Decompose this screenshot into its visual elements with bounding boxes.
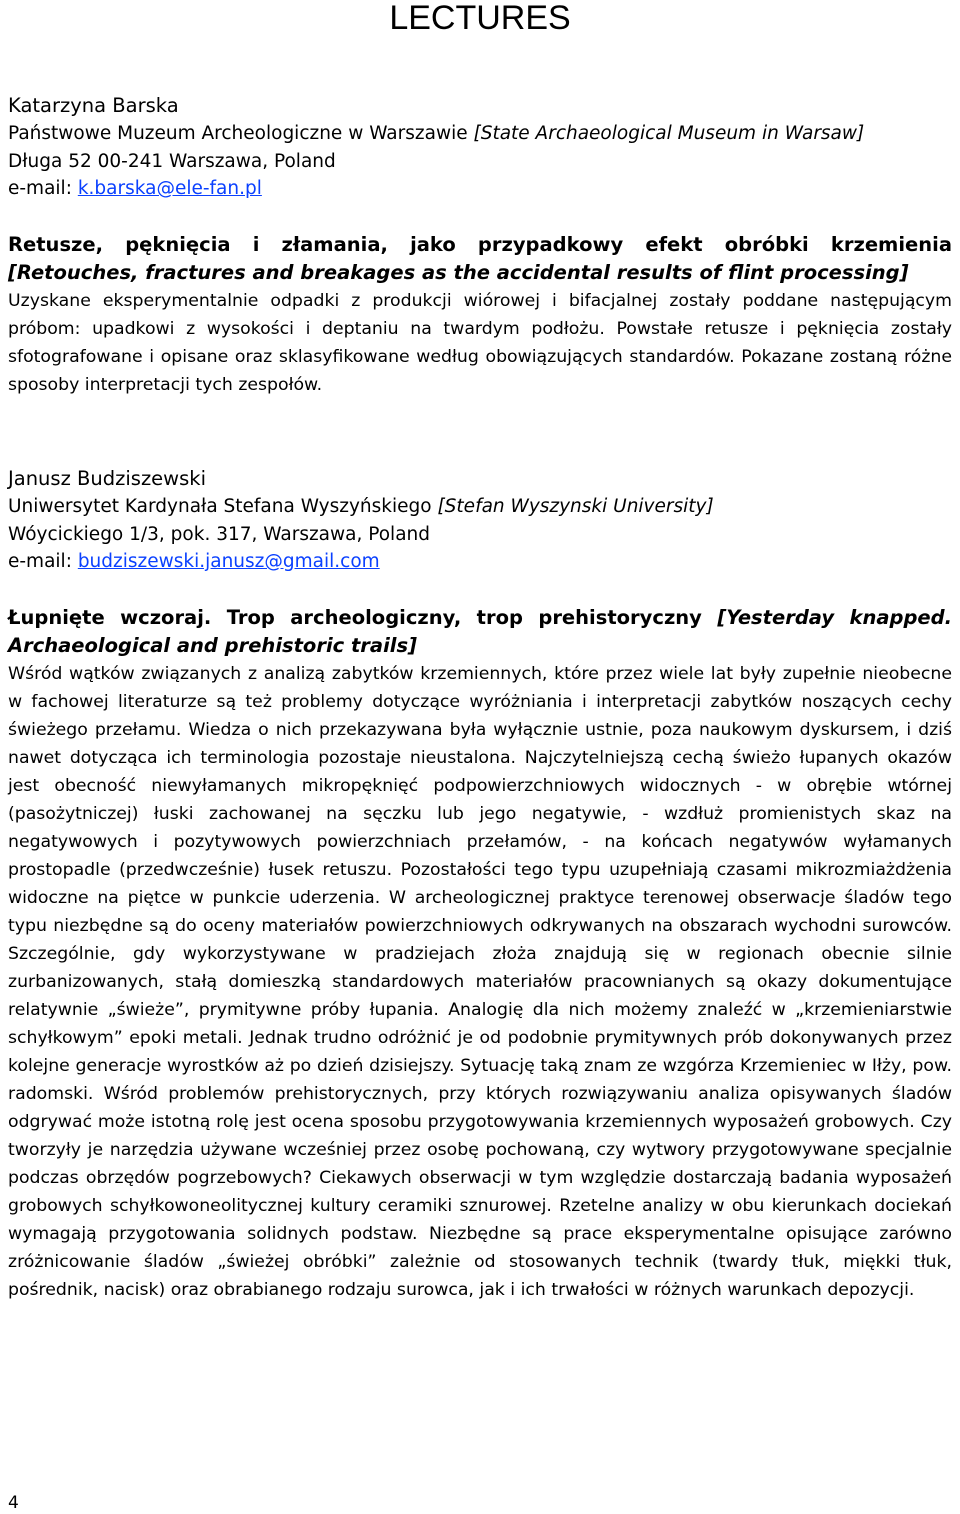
institution-name-en: [State Archaeological Museum in Warsaw] [473,123,865,144]
lecture-title-en: [Retouches, fractures and breakages as the accidental results of flint processing] [8,260,909,284]
lecture-title-en: [Yesterday knapped. Archaeological and prehistoric trails] [8,605,952,657]
email-line [8,175,952,203]
author-name: Katarzyna Barska [8,94,179,117]
author-name: Janusz Budziszewski [8,467,206,490]
email-link[interactable]: budziszewski.janusz@gmail.com [77,551,380,572]
lecture-title-pl: Retusze, pęknięcia i złamania, jako przypadkowy efekt obróbki krzemienia [8,232,952,256]
email-line [8,548,952,576]
lecture-entry [8,465,952,1304]
lecture-title [8,231,952,287]
address: Wóycickiego 1/3, pok. 317, Warszawa, Poland [8,523,431,545]
lecture-abstract: Wśród wątków związanych z analizą zabytków krzemiennych, które przez wiele lat były zupełnie nieobecne w fachowej literaturze są też problemy dotyczące wyróżniania i interpretacji zabytków noszących cechy świeżego przełamu. Wiedza o nich przekazywana była wyłącznie ustnie, poza naukowym dyskursem, i dziś nawet dotycząca ich terminologia pozostaje nieustalona. Najczytelniejszą cechą świeżo łupanych okazów jest obecność niewyłamanych mikropęknięć podpowierzchniowych widocznych - w obrębie wtórnej (pasożytniczej) łuski zachowanej na sęczku lub jego negatywie, - wzdłuż promienistych skaz na negatywowych i pozytywowych powierzchniach przełamów, - na końcach negatywów wyłamanych prostopadle (przedwcześnie) łusek retuszu. Pozostałości tego typu uzupełniają czasami mikrozmiażdżenia widoczne na piętce w punkcie uderzenia. W archeologicznej praktyce terenowej obserwacje śladów tego typu niezbędne są do oceny materiałów powierzchniowych odkrywanych na obszarach wychodni surowców. Szczególnie, gdy wykorzystywane w pradziejach złoża znajdują się w regionach obecnie silnie zurbanizowanych, stałą domieszką standardowych materiałów pracownianych są okazy dokumentujące relatywnie „świeże”, prymitywne próby łupania. Analogię dla nich możemy znaleźć w „krzemieniarstwie schyłkowym” epoki metali. Jednak trudno odróżnić je od podobnie prymitywnych prób dokonywanych przez kolejne generacje wyrostków aż po dzień dzisiejszy. Sytuację taką znam ze wzgórza Krzemieniec w Iłży, pow. radomski. Wśród problemów prehistorycznych, przy których rozwiązywaniu analiza opisywanych śladów odgrywać może istotną rolę jest ocena sposobu przygotowywania krzemiennych wyposażeń grobowych. Czy tworzyły je narzędzia używane wcześniej przez osobę pochowaną, czy wytwory przygotowywane specjalnie podczas obrzędów pogrzebowych? Ciekawych obserwacji w tym względzie dostarczają badania wyposażeń grobowych schyłkowoneolitycznej kultury ceramiki sznurowej. Rzetelne analizy w obu kierunkach dociekań wymagają przygotowania solidnych podstaw. Niezbędne są prace eksperymentalne opisujące zarówno zróżnicowanie śladów „świeżej obróbki” zależnie od stosowanych technik (twardy tłuk, miękki tłuk, pośrednik, nacisk) oraz obrabianego rodzaju surowca, jak i ich trwałości w różnych warunkach depozycji. [8,663,952,1300]
lecture-title-pl: Łupnięte wczoraj. Trop archeologiczny, trop prehistoryczny [8,605,718,629]
email-label: e-mail: [8,551,78,572]
institution [8,120,952,148]
page-number: 4 [8,1493,19,1513]
page-title: LECTURES [389,0,571,37]
lecture-abstract: Uzyskane eksperymentalnie odpadki z produkcji wiórowej i bifacjalnej zostały poddane następującym próbom: upadkowi z wysokości i deptaniu na twardym podłożu. Powstałe retusze i pęknięcia zostały sfotografowane i opisane oraz sklasyfikowane według obowiązujących standardów. Pokazane zostaną różne sposoby interpretacji tych zespołów. [8,290,952,395]
email-link[interactable]: k.barska@ele-fan.pl [77,178,262,199]
institution-name-en: [Stefan Wyszynski University] [437,496,714,517]
address: Długa 52 00-241 Warszawa, Poland [8,150,336,172]
lecture-title [8,604,952,660]
institution [8,493,952,521]
institution-name: Państwowe Muzeum Archeologiczne w Warszawie [8,123,468,144]
email-label: e-mail: [8,178,78,199]
lecture-entry [8,92,952,399]
document-page [8,0,952,1300]
institution-name: Uniwersytet Kardynała Stefana Wyszyńskiego [8,496,438,517]
